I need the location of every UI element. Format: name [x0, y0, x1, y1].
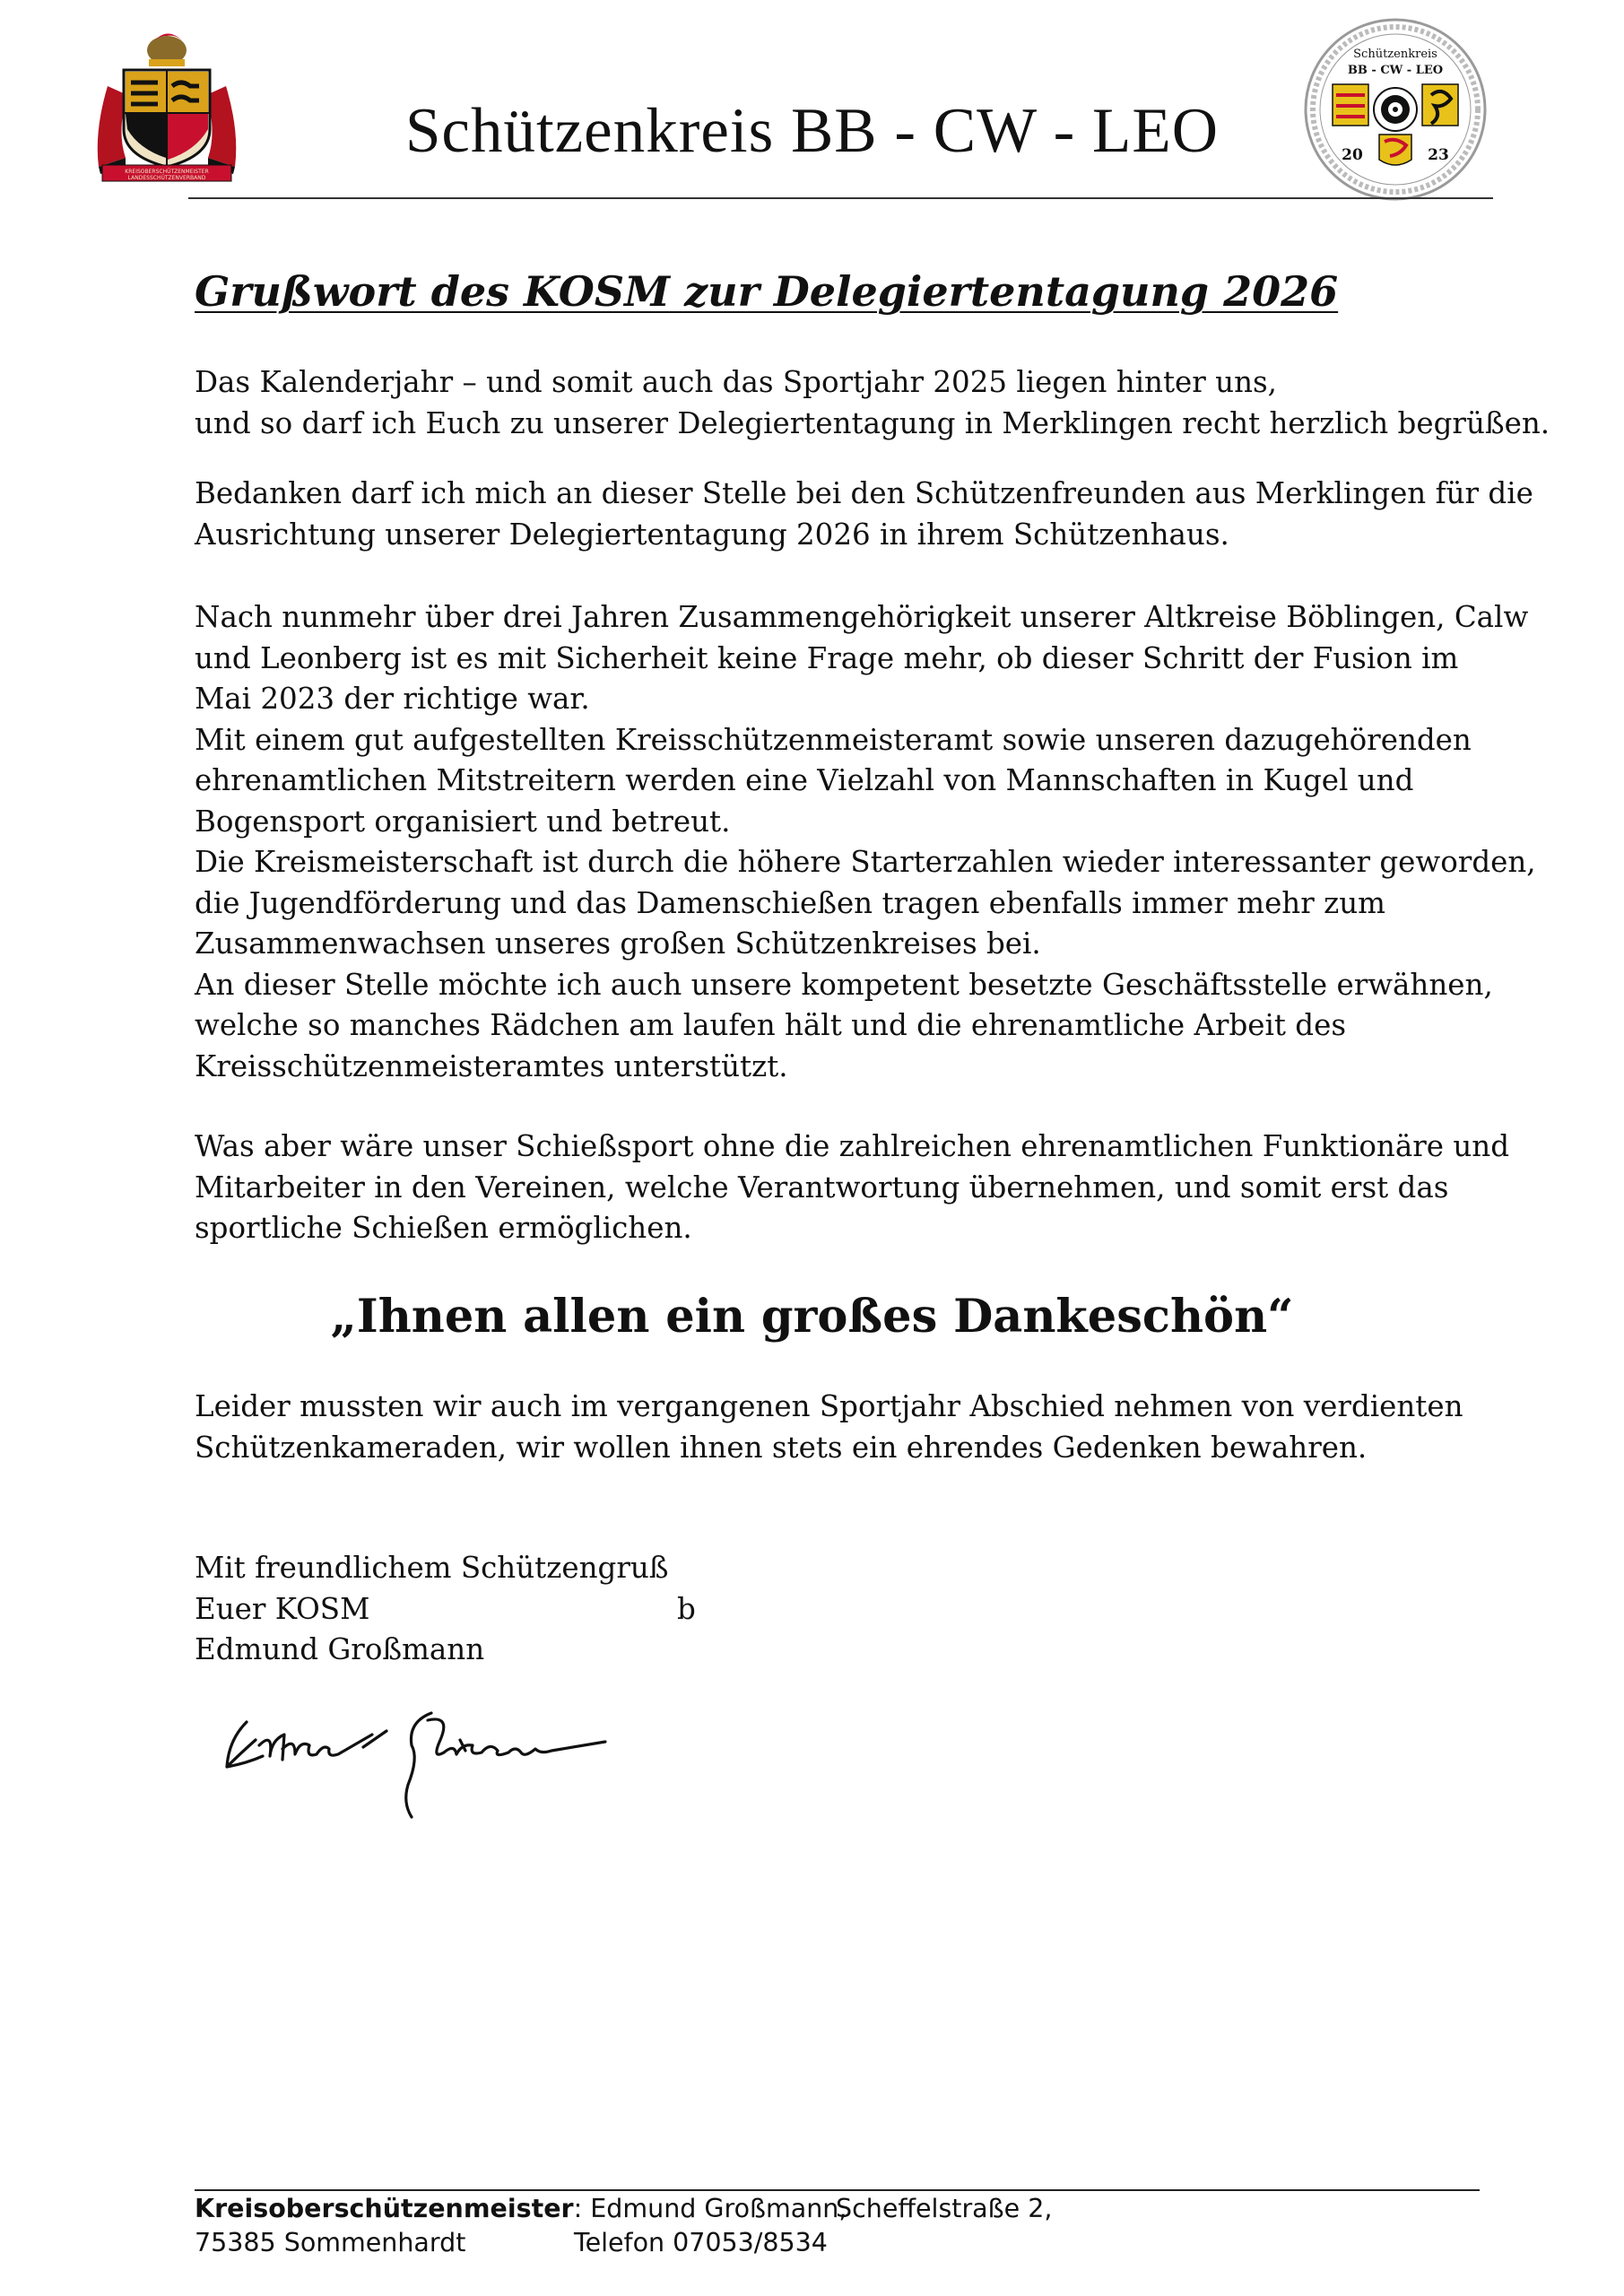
- seal-text-top: Schützenkreis: [1353, 48, 1437, 61]
- seal-text-region: BB - CW - LEO: [1347, 64, 1444, 77]
- closing-stray-char: b: [677, 1591, 696, 1626]
- footer-separator: :: [573, 2194, 583, 2223]
- header-divider: [188, 197, 1493, 199]
- text-line: Mitarbeiter in den Vereinen, welche Verantwortung übernehmen, und somit erst das: [195, 1170, 1449, 1205]
- letter-heading: Grußwort des KOSM zur Delegiertentagung 2026: [195, 267, 1339, 316]
- text-line: Mai 2023 der richtige war.: [195, 682, 590, 716]
- closing-sender-text: Euer KOSM: [195, 1591, 370, 1626]
- text-line: Bogensport organisiert und betreut.: [195, 804, 731, 839]
- paragraph-fusion: [195, 597, 1536, 1087]
- seal-year-right: 23: [1428, 146, 1449, 164]
- text-line: und so darf ich Euch zu unserer Delegiertentagung in Merklingen recht herzlich begrüßen.: [195, 405, 1550, 440]
- footer-city: 75385 Sommenhardt: [195, 2228, 466, 2257]
- text-line: An dieser Stelle möchte ich auch unsere kompetent besetzte Geschäftsstelle erwähnen,: [195, 967, 1493, 1002]
- footer-phone: Telefon 07053/8534: [574, 2228, 828, 2257]
- right-seal-logo: [1302, 16, 1489, 203]
- text-line: Schützenkameraden, wir wollen ihnen stets ein ehrendes Gedenken bewahren.: [195, 1430, 1368, 1465]
- footer-label: Kreisoberschützenmeister: [195, 2194, 574, 2223]
- paragraph-volunteers: [195, 1126, 1531, 1249]
- text-line: Nach nunmehr über drei Jahren Zusammengehörigkeit unserer Altkreise Böblingen, Calw: [195, 600, 1529, 634]
- page-title: Schützenkreis BB - CW - LEO: [404, 96, 1220, 166]
- paragraph-memorial: [195, 1387, 1531, 1468]
- text-line: und Leonberg ist es mit Sicherheit keine Frage mehr, ob dieser Schritt der Fusion im: [195, 640, 1459, 675]
- closing-greeting: Mit freundlichem Schützengruß: [195, 1551, 669, 1585]
- closing-sender: [195, 1589, 1531, 1631]
- text-line: Zusammenwachsen unseres großen Schützenkreises bei.: [195, 926, 1041, 961]
- thanks-heading: „Ihnen allen ein großes Dankeschön“: [330, 1290, 1294, 1344]
- text-line: Was aber wäre unser Schießsport ohne die zahlreichen ehrenamtlichen Funktionäre und: [195, 1129, 1510, 1163]
- text-line: Bedanken darf ich mich an dieser Stelle bei den Schützenfreunden aus Merklingen für die: [195, 476, 1533, 510]
- handwritten-signature: [220, 1704, 614, 1821]
- text-line: welche so manches Rädchen am laufen hält und die ehrenamtliche Arbeit des: [195, 1008, 1347, 1042]
- logo-band-text-1: KREISOBERSCHÜTZENMEISTER: [125, 169, 209, 175]
- text-line: die Jugendförderung und das Damenschießen tragen ebenfalls immer mehr zum: [195, 885, 1385, 920]
- text-line: Kreisschützenmeisteramtes unterstützt.: [195, 1048, 788, 1083]
- text-line: Leider mussten wir auch im vergangenen Sportjahr Abschied nehmen von verdienten: [195, 1389, 1463, 1423]
- text-line: Mit einem gut aufgestellten Kreisschützenmeisteramt sowie unseren dazugehörenden: [195, 722, 1472, 757]
- closing-block: [195, 1548, 1531, 1671]
- text-line: Das Kalenderjahr – und somit auch das Sportjahr 2025 liegen hinter uns,: [195, 365, 1278, 399]
- text-line: sportliche Schießen ermöglichen.: [195, 1211, 692, 1245]
- text-line: ehrenamtlichen Mitstreitern werden eine Vielzahl von Mannschaften in Kugel und: [195, 763, 1414, 797]
- logo-band-text-2: LANDESSCHÜTZENVERBAND: [127, 175, 206, 181]
- footer-street: Scheffelstraße 2,: [836, 2194, 1053, 2223]
- seal-year-left: 20: [1342, 146, 1363, 164]
- paragraph-thanks-host: [195, 474, 1531, 555]
- text-line: Ausrichtung unserer Delegiertentagung 2026 in ihrem Schützenhaus.: [195, 517, 1229, 552]
- paragraph-intro: [195, 362, 1550, 444]
- footer-name: Edmund Großmann,: [582, 2194, 847, 2223]
- text-line: Die Kreismeisterschaft ist durch die höhere Starterzahlen wieder interessanter geworden,: [195, 845, 1536, 879]
- footer-sender-line: [195, 2192, 847, 2226]
- closing-name: Edmund Großmann: [195, 1632, 485, 1666]
- footer-divider: [195, 2189, 1480, 2191]
